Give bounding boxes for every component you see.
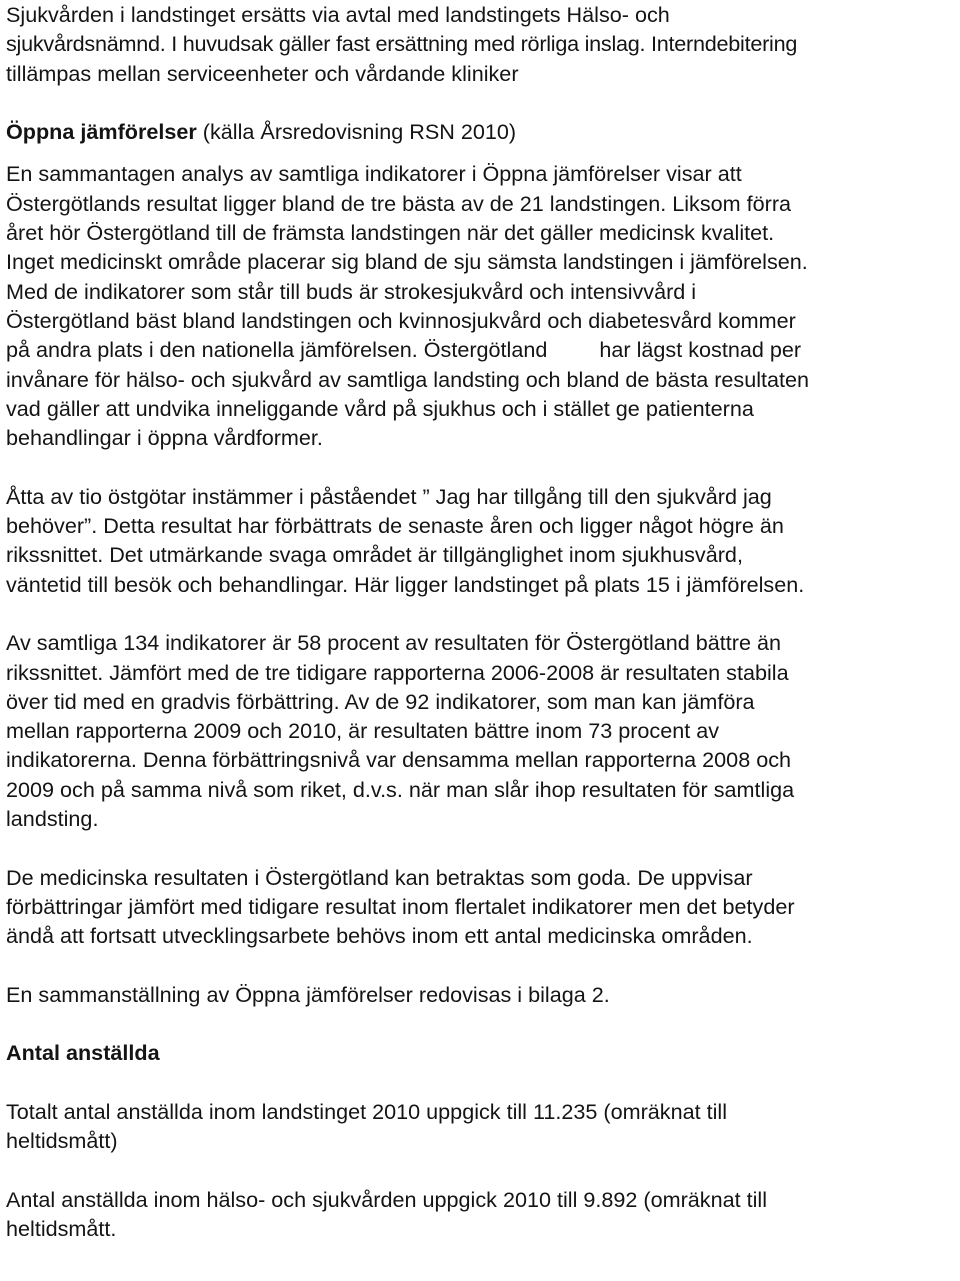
spacer	[6, 833, 956, 862]
text-line: sjukvårdsnämnd. I huvudsak gäller fast ersättning med rörliga inslag. Interndebitering	[6, 31, 798, 57]
text-line: mellan rapporterna 2009 och 2010, är resultaten bättre inom 73 procent av	[6, 718, 720, 744]
text-line: landsting.	[6, 806, 99, 832]
text-line: Av samtliga 134 indikatorer är 58 procent av resultaten för Östergötland bättre än	[6, 630, 782, 656]
oppna-heading-title: Öppna jämförelser	[6, 119, 197, 145]
text-line: invånare för hälso- och sjukvård av samtliga landsting och bland de bästa resultaten	[6, 366, 810, 392]
antal-anstallda-heading: Antal anställda	[6, 1040, 160, 1066]
text-line: väntetid till besök och behandlingar. Här ligger landstinget på plats 15 i jämförelsen.	[6, 571, 805, 597]
spacer	[6, 599, 956, 628]
text-line: Antal anställda inom hälso- och sjukvården uppgick 2010 till 9.892 (omräknat till	[6, 1186, 768, 1212]
spacer	[6, 1009, 956, 1038]
indicators-paragraph	[6, 628, 956, 833]
spacer	[6, 951, 956, 980]
text-line: tillämpas mellan serviceenheter och vårdande kliniker	[6, 60, 519, 86]
text-line: Sjukvården i landstinget ersätts via avtal med landstingets Hälso- och	[6, 2, 670, 27]
text-line: heltidsmått.	[6, 1216, 117, 1242]
appendix-paragraph	[6, 980, 956, 1009]
text-line: Med de indikatorer som står till buds är strokesjukvård och intensivvård i	[6, 278, 697, 304]
text-line: 2009 och på samma nivå som riket, d.v.s. när man slår ihop resultaten för samtliga	[6, 776, 795, 802]
text-line: indikatorerna. Denna förbättringsnivå var densamma mellan rapporterna 2008 och	[6, 747, 792, 773]
text-line: heltidsmått)	[6, 1128, 118, 1154]
text-line: förbättringar jämfört med tidigare resultat inom flertalet indikatorer men det betyder	[6, 893, 795, 919]
text-line: Inget medicinskt område placerar sig bland de sju sämsta landstingen i jämförelsen.	[6, 249, 808, 275]
total-employees-paragraph	[6, 1097, 956, 1156]
text-line	[6, 335, 956, 364]
spacer	[6, 1068, 956, 1097]
analysis-paragraph	[6, 159, 956, 452]
text-line: rikssnittet. Jämfört med de tre tidigare rapporterna 2006-2008 är resultaten stabila	[6, 659, 789, 685]
spacer	[6, 146, 956, 159]
text-line: behöver”. Detta resultat har förbättrats de senaste åren och ligger något högre än	[6, 513, 784, 539]
text-line: ändå att fortsatt utvecklingsarbete behövs inom ett antal medicinska områden.	[6, 923, 753, 949]
spacer	[6, 1156, 956, 1185]
text-line: Östergötlands resultat ligger bland de tre bästa av de 21 landstingen. Liksom förra	[6, 190, 792, 216]
document-page	[6, 0, 956, 1243]
text-line: Östergötland bäst bland landstingen och kvinnosjukvård och diabetesvård kommer	[6, 307, 796, 333]
survey-paragraph	[6, 482, 956, 599]
text-line: rikssnittet. Det utmärkande svaga området är tillgänglighet inom sjukhusvård,	[6, 542, 743, 568]
text-line: Åtta av tio östgötar instämmer i påståendet ” Jag har tillgång till den sjukvård jag	[6, 483, 772, 509]
text-line: året hör Östergötland till de främsta landstingen när det gäller medicinsk kvalitet.	[6, 220, 775, 246]
spacer	[6, 452, 956, 481]
medical-results-paragraph	[6, 863, 956, 951]
text-line: En sammanställning av Öppna jämförelser redovisas i bilaga 2.	[6, 981, 610, 1007]
healthcare-employees-paragraph	[6, 1185, 956, 1244]
text-fragment: har lägst kostnad per	[599, 337, 802, 363]
oppna-heading-source: (källa Årsredovisning RSN 2010)	[196, 119, 517, 145]
text-line: En sammantagen analys av samtliga indikatorer i Öppna jämförelser visar att	[6, 161, 742, 187]
text-fragment: på andra plats i den nationella jämförelsen. Östergötland	[6, 337, 548, 363]
text-line: Totalt antal anställda inom landstinget 2010 uppgick till 11.235 (omräknat till	[6, 1098, 728, 1124]
text-line: behandlingar i öppna vårdformer.	[6, 425, 323, 451]
text-line: De medicinska resultaten i Östergötland kan betraktas som goda. De uppvisar	[6, 864, 753, 890]
intro-paragraph	[6, 0, 956, 88]
text-line: vad gäller att undvika inneliggande vård på sjukhus och i stället ge patienterna	[6, 395, 754, 421]
text-line: över tid med en gradvis förbättring. Av de 92 indikatorer, som man kan jämföra	[6, 688, 755, 714]
oppna-jamforelser-heading	[6, 117, 956, 146]
spacer	[6, 88, 956, 117]
